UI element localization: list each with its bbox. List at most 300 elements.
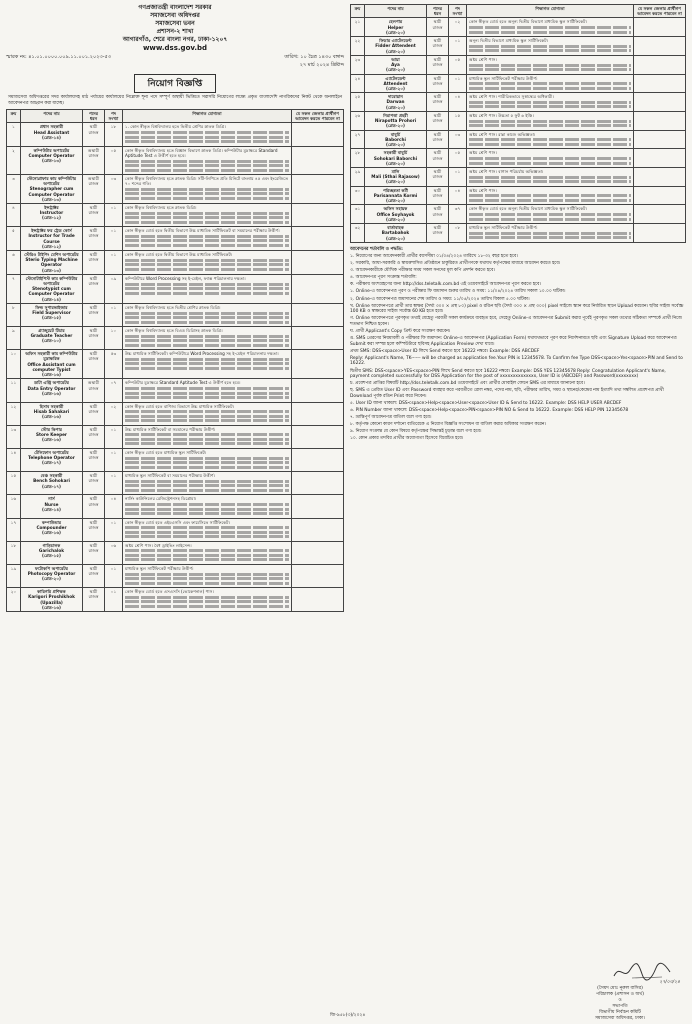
excluded-district-cell [292,518,344,541]
serial-cell [7,274,21,303]
qualification-cell-line: অষ্টম শ্রেণি পাস। শারীরিকভাবে সুস্বাস্থ্যের অধিকারী। [469,94,554,100]
post-name-cell-line: (গ্রেড-২০) [42,576,61,582]
table-row [351,149,686,168]
header-excluded-districts: যে সকল জেলার প্রার্থীগণ আবেদন করতে পারবেন না [634,5,686,18]
memo-number: স্মারক নং: ৪১.০১.০০০০.০০৯.১১.০০১.২০২৩-৫৩ [6,54,112,60]
text-line-filler [125,335,289,338]
post-name-cell-line: স্টেনোগ্রাফার কাম কম্পিউটার অপারেটর [26,176,77,187]
excluded-district-cell [292,564,344,587]
serial-cell-line: ১৫ [10,473,17,479]
post-name-cell [365,149,427,168]
serial-cell [351,186,365,205]
condition-item: ৭. ভ্রান্তিপূর্ণ আবেদনপত্র বাতিল বলে গণ্য হবে। [350,415,432,421]
post-type-cell [83,146,105,174]
text-line-filler [469,124,631,127]
post-count-cell-line: ০৭ [110,380,117,386]
text-line-filler [469,232,631,235]
text-line-filler [125,140,289,143]
text-line-filler [469,45,631,48]
header-qualification: শিক্ষাগত যোগ্যতা [123,110,292,123]
condition-item: দ্বিতীয় SMS: DSS<space>YES<space>PIN লিখে Send করতে হবে 16222 নম্বরে। Example: DSS YES 12345678 Reply: Congratulation Applicant's Name, payment completed successfully for DSS Application for the post of xxxxxxxxxxxxxx, User ID is (ABCDEF) and Password(xxxxxxxx) [350,368,666,380]
qualification-cell-line: কোন স্বীকৃত বিশ্ববিদ্যালয় হতে স্নাতক ডিগ্রি। [125,205,197,211]
serial-cell-line: ২৭ [354,131,361,137]
post-name-cell-line: Fidder Attendent [375,43,416,49]
post-count-cell [449,55,467,74]
post-name-cell-line: অফিস সহায়ক [383,206,408,212]
post-name-cell-line: Sohokari Baborchi [373,155,418,161]
serial-cell [351,55,365,74]
post-name-cell [365,37,427,56]
post-name-cell-line: (গ্রেড-১৬) [42,604,61,610]
qualification-cell-line: কোন স্বীকৃত বোর্ড হতে বাণিজ্য বিভাগে উচ্চ মাধ্যমিক সার্টিফিকেট। [125,403,234,409]
text-line-filler [125,263,289,266]
qualification-cell [467,37,634,56]
qualification-cell [467,224,634,243]
post-type-cell-line: স্থায়ী রাজস্ব [88,304,99,316]
post-count-cell [105,495,123,518]
qualification-cell [123,274,292,303]
excluded-district-cell [292,495,344,518]
post-name-cell-line: Hisab Sahakari [33,408,70,414]
post-type-cell-line: স্থায়ী রাজস্ব [88,589,99,600]
post-name-cell-line: Photocopy Operator [27,571,76,577]
excluded-district-cell [292,541,344,564]
text-line-filler [125,605,289,608]
text-line-filler [469,143,631,146]
qualification-cell [123,303,292,326]
post-name-cell-line: Store Keeper [35,431,67,437]
qualification-cell [123,123,292,146]
text-line-filler [125,526,289,529]
text-line-filler [469,87,631,90]
post-name-cell-line: Stenotypist cum Computer Operator [28,286,75,297]
post-count-cell-line: ০১ [454,75,461,81]
post-count-cell-line: ০৫ [110,147,117,153]
post-count-cell [105,123,123,146]
post-name-cell-line: কম্পাউন্ডার [41,519,62,525]
post-type-cell [83,518,105,541]
serial-cell [7,327,21,350]
header-post: পদের নাম [365,5,427,18]
table-row [7,327,344,350]
post-name-cell-line: Helper [387,24,404,30]
table-row [7,350,344,379]
post-name-cell [21,379,83,402]
text-line-filler [125,131,289,134]
post-name-cell-line: স্টেরিও টাইপিং মেশিন অপারেটর [24,252,79,258]
post-name-cell-line: (গ্রেড-২০) [386,235,405,241]
post-type-cell [83,175,105,204]
post-name-cell-line: Garichalok [38,547,65,553]
condition-item: ২. সরকারি, আধা-সরকারি ও স্বায়ত্তশাসিত প্রতিষ্ঠানে চাকুরিরত প্রার্থীগণকে যথাযথ কর্তৃপক্ষের মাধ্যমে আবেদন করতে হবে। [350,261,561,267]
post-type-cell-line: স্থায়ী রাজস্ব [88,228,99,239]
text-line-filler [125,344,289,347]
post-name-cell-line: Instructor for Trade Course [28,233,75,244]
text-line-filler [125,239,289,242]
post-count-cell [449,224,467,243]
signatory-name: (সৈয়দ মোঃ নূরুল বাসির) [597,986,643,991]
serial-cell-line: ৭ [12,275,15,281]
serial-cell-line: ৩১ [354,206,361,212]
qualification-cell [467,130,634,149]
post-type-cell [83,327,105,350]
post-name-cell-line: ফিল্ড সুপারভাইজার [35,304,68,310]
post-type-cell [427,186,449,205]
post-type-cell [83,204,105,227]
serial-cell [351,205,365,224]
post-name-cell [365,224,427,243]
qualification-cell [123,588,292,612]
post-name-cell-line: (গ্রেড-১৩) [42,158,61,164]
text-line-filler [125,512,289,515]
text-line-filler [469,31,631,34]
post-name-cell-line: Stenographer cum Computer Operator [28,186,75,197]
post-type-cell-line: স্থায়ী রাজস্ব [88,519,99,530]
post-type-cell [427,37,449,56]
serial-cell [7,204,21,227]
post-count-cell [105,303,123,326]
condition-item: ছ. SMS এ প্রেরিত User ID এবং Password ব্যবহার করে পরবর্তীতে রোল নম্বর, পদের নাম, ছবি, পরীক্ষার তারিখ, সময় ও স্থানের/কেন্দ্রের নাম ইত্যাদি তথ্য সম্বলিত প্রবেশপত্র প্রার্থী Download পূর্বক রঙিন Print করে নিবেন। [350,388,664,399]
excluded-district-cell [292,472,344,495]
post-name-cell-line: আয়া [391,56,400,62]
govt-name: গণপ্রজাতন্ত্রী বাংলাদেশ সরকার [138,4,212,11]
post-type-cell-line: স্থায়ী রাজস্ব [88,473,99,484]
post-count-cell [449,37,467,56]
right-table-body [351,18,686,242]
post-count-cell [105,146,123,174]
serial-cell-line: ১ [12,124,15,130]
table-row [351,37,686,56]
post-name-cell-line: (গ্রেড-১৬) [42,437,61,443]
post-count-cell-line: ০১ [110,449,117,455]
post-count-cell [105,402,123,425]
text-line-filler [469,120,631,123]
website: www.dss.gov.bd [142,44,208,52]
text-line-filler [125,367,289,370]
qualification-cell-line: কম্পিউটারে Word Processing সহ ই-মেইল, ফ্যাক্স পরিচালনায় দক্ষতা। [125,275,246,281]
qualification-cell [123,448,292,471]
post-name-cell-line: (গ্রেড-২০) [386,179,405,185]
post-type-cell-line: স্থায়ী রাজস্ব [432,56,443,68]
qualification-cell-line: কোন স্বীকৃত বোর্ড হতে এসএসসি (ভোকেশনাল) পাস। [125,589,214,595]
post-count-cell [105,425,123,448]
post-type-cell-line: স্থায়ী রাজস্ব [432,206,443,217]
excluded-district-cell [634,224,686,243]
department-name: সমাজসেবা অধিদপ্তর [150,12,200,19]
serial-cell [7,350,21,379]
serial-cell-line: ২৫ [354,94,361,100]
table-header-row [7,110,344,123]
post-count-cell-line: ০১ [110,205,117,211]
text-line-filler [125,419,289,422]
post-name-cell-line: দারোয়ান [388,94,403,100]
post-name-cell [21,175,83,204]
post-name-cell [365,55,427,74]
text-line-filler [125,216,289,219]
qualification-cell-line: কোন স্বীকৃত বিশ্ববিদ্যালয় হতে বিজ্ঞান বিভাগে স্নাতক ডিগ্রি। কম্পিউটার মুদ্রাক্ষরে Standard Aptitude Test এ উত্তীর্ণ হতে হবে। [125,147,278,158]
table-row [7,204,344,227]
post-name-cell-line: Attendent [383,80,408,86]
table-row [7,448,344,471]
post-type-cell-line: অস্থায়ী রাজস্ব [87,380,100,391]
text-line-filler [125,457,289,460]
post-name-cell [21,588,83,612]
post-name-cell-line: গ্র্যাজুয়েট টিচার [38,328,65,334]
post-name-cell-line: Data Entry Operator [27,385,76,391]
table-row [351,18,686,37]
qualification-cell [123,541,292,564]
post-count-cell-line: ০৫ [454,150,461,156]
post-name-cell [21,274,83,303]
post-type-cell [427,18,449,37]
qualification-cell [467,93,634,112]
text-line-filler [125,259,289,262]
post-name-cell-line: Sterio Typing Machine Operator [25,257,78,268]
text-line-filler [125,316,289,319]
text-line-filler [125,197,289,200]
post-type-cell [83,251,105,275]
excluded-district-cell [292,327,344,350]
text-line-filler [469,64,631,67]
post-name-cell-line: (গ্রেড-১২) [42,215,61,221]
qualification-cell-line: অষ্টম শ্রেণি পাস। বাগান পরিচর্যায় অভিজ্ঞতা। [469,169,544,175]
post-count-cell-line: ০২ [454,19,461,25]
right-posts-table [350,4,686,243]
text-line-filler [125,582,289,585]
left-column [6,4,344,612]
post-type-cell-line: স্থায়ী রাজস্ব [432,169,443,180]
post-count-cell-line: ০৬ [110,542,117,548]
condition-item: চ. প্রবেশপত্র প্রাপ্তির বিষয়টি http://dss.teletalk.com.bd ওয়েবসাইটে এবং প্রার্থীর মোবাইল ফোনে SMS এর মাধ্যমে জানানো হবে। [350,381,585,387]
post-name-cell-line: (গ্রেড-১৬) [42,413,61,419]
qualification-cell-line: কোন স্বীকৃত বোর্ড হতে মাধ্যমিক স্কুল সার্টিফিকেট। [125,449,207,455]
signature-scribble-icon [612,960,672,982]
qualification-cell [467,55,634,74]
serial-cell-line: ১২ [10,403,17,409]
table-row [7,402,344,425]
post-name-cell-line: ফিডার এ্যাটেনডেন্ট [379,38,412,44]
excluded-district-cell [634,74,686,93]
text-line-filler [125,410,289,413]
post-name-cell [21,350,83,379]
header-serial: ক্রম [351,5,365,18]
post-type-cell-line: স্থায়ী রাজস্ব [432,94,443,105]
qualification-cell-line: অষ্টম শ্রেণি পাস। [469,56,497,62]
text-line-filler [125,312,289,315]
condition-item: খ. Online আবেদনপত্রে প্রার্থী তার স্বাক্ষর (দৈর্ঘ্য ৩০০ × প্রস্থ ৮০) pixel ও রঙিন ছবি (দৈর্ঘ্য ৩০০ × প্রস্থ ৩০০) pixel সাইজে স্ক্যান করে নির্ধারিত স্থানে Upload করবেন। ছবির সাইজ সর্বোচ্চ 100 KB ও স্বাক্ষরের সাইজ সর্বোচ্চ 60 KB হতে হবে। [350,303,684,315]
qualification-cell-line: নার্সিং কাউন্সিলের রেজিস্ট্রেশনসহ ডিপ্লোমা। [125,496,197,502]
qualification-cell-line: মাধ্যমিক স্কুল সার্টিফিকেট পরীক্ষায় উত্তীর্ণ। [125,565,194,571]
post-name-cell-line: (গ্রেড-২০) [386,29,405,35]
post-type-cell-line: স্থায়ী রাজস্ব [88,403,99,414]
serial-cell [7,402,21,425]
text-line-filler [469,180,631,183]
date-block [284,54,344,70]
serial-cell-line: ২৪ [354,75,361,81]
post-name-cell-line: Bench Sohokari [33,478,70,484]
table-row [7,274,344,303]
post-name-cell [21,518,83,541]
table-row [7,175,344,204]
table-row [7,146,344,174]
post-count-cell-line: ০৩ [110,176,117,182]
text-line-filler [125,221,289,224]
text-line-filler [469,157,631,160]
post-count-cell-line: ০১ [454,38,461,44]
excluded-district-cell [292,303,344,326]
post-name-cell-line: ফটোকপি অপারেটর [35,565,68,571]
table-row [351,111,686,130]
text-line-filler [125,358,289,361]
qualification-cell [123,495,292,518]
post-name-cell [365,93,427,112]
post-type-cell-line: অস্থায়ী রাজস্ব [87,147,100,158]
post-name-cell [21,541,83,564]
text-line-filler [469,138,631,141]
text-line-filler [469,176,631,179]
post-count-cell-line: ০১ [110,304,117,310]
post-type-cell-line: অস্থায়ী রাজস্ব [87,176,100,187]
serial-cell [351,37,365,56]
post-count-cell [105,379,123,402]
post-count-cell [449,18,467,37]
post-type-cell-line: স্থায়ী রাজস্ব [88,328,99,339]
header-type: পদের ধরন [427,5,449,18]
table-row [7,251,344,275]
excluded-district-cell [292,227,344,251]
excluded-district-cell [292,425,344,448]
post-type-cell-line: স্থায়ী রাজস্ব [88,565,99,577]
text-line-filler [469,26,631,29]
condition-item: ১. Online-এ আবেদনপত্র পূরণ ও পরীক্ষার ফি জমাদান শুরুর তারিখ ও সময়: ১১/০৪/২০২৪ তারিখ সকাল ১০.০০ ঘটিকা। [350,289,566,295]
qualification-cell-line: কোন স্বীকৃত বোর্ড হতে দ্বিতীয় বিভাগে উচ্চ মাধ্যমিক সার্টিফিকেট। [125,252,233,258]
post-type-cell [83,541,105,564]
serial-cell-line: ১৮ [10,542,17,548]
post-name-cell-line: (গ্রেড-১৪) [42,506,61,512]
post-type-cell-line: স্থায়ী রাজস্ব [432,187,443,198]
post-count-cell-line: ০১ [110,565,117,571]
post-type-cell [83,448,105,471]
excluded-district-cell [292,251,344,275]
qualification-cell-line: মাধ্যমিক স্কুল সার্টিফিকেট পরীক্ষায় উত্তীর্ণ। [469,225,538,231]
qualification-cell-line: অনূন্য দ্বিতীয় বিভাগে মাধ্যমিক স্কুল সার্টিফিকেট। [469,38,549,44]
post-count-cell-line: ০৫ [454,56,461,62]
text-line-filler [125,508,289,511]
post-name-cell-line: Graduate Teacher [30,333,73,339]
date-gregorian: ২৭ মার্চ ২০২৪ খ্রিষ্টাব্দ [299,62,344,68]
serial-cell [351,74,365,93]
serial-cell [7,541,21,564]
post-name-cell-line: (গ্রেড-২০) [386,123,405,129]
qualification-cell [123,425,292,448]
text-line-filler [125,283,289,286]
post-name-cell-line: কম্পিউটার অপারেটর [33,147,70,153]
header-excluded-districts: যে সকল জেলার প্রার্থীগণ আবেদন করতে পারবেন না [292,110,344,123]
qualification-cell-line: কোন স্বীকৃত বিশ্ববিদ্যালয় হতে বিএড ডিগ্রিসহ স্নাতক ডিগ্রি। [125,328,223,334]
post-name-cell-line: Darwan [386,99,405,105]
post-count-cell-line: ০৩ [454,131,461,137]
post-name-cell-line: অফিস সহকারী কাম কম্পিউটার মুদ্রাক্ষরিক [25,351,78,362]
text-line-filler [125,466,289,469]
post-type-cell [83,227,105,251]
post-type-cell [83,303,105,326]
post-type-cell-line: স্থায়ী রাজস্ব [88,351,99,362]
intro-paragraph: সমাজসেবা অধিদপ্তরের সদর কার্যালয়সহ মাঠ পর্যায়ের কার্যালয়ের নিম্নোক্ত শূন্য পদে সম্পূর্ণ অস্থায়ী ভিত্তিতে সরাসরি নিয়োগের লক্ষ্যে প্রকৃত বাংলাদেশি নাগরিকদের নিকট থেকে অনলাইনে আবেদনপত্র আহ্বান করা যাচ্ছে। [8,95,342,106]
serial-cell-line: ২০ [10,589,17,595]
qualification-cell [123,146,292,174]
serial-cell [7,564,21,587]
post-name-cell-line: Office Soyhayok [376,211,415,217]
post-count-cell-line: ০১ [110,228,117,234]
text-line-filler [125,188,289,191]
post-type-cell-line: স্থায়ী রাজস্ব [432,75,443,86]
excluded-district-cell [634,130,686,149]
post-type-cell [427,130,449,149]
serial-cell-line: ১৭ [10,519,17,525]
post-name-cell [21,425,83,448]
qualification-cell [467,186,634,205]
serial-cell [7,123,21,146]
post-name-cell-line: Compounder [36,524,67,530]
qualification-cell-line: কোন স্বীকৃত বোর্ড হতে অনূন্য দ্বিতীয় বিভাগে মাধ্যমিক স্কুল সার্টিফিকেট। [469,19,587,25]
text-line-filler [469,162,631,165]
excluded-district-cell [292,204,344,227]
post-name-cell-line: (গ্রেড-১৬) [42,529,61,535]
post-count-cell [105,175,123,204]
signatory-org: সমাজসেবা অধিদপ্তর, ঢাকা। [595,1016,645,1021]
serial-cell [7,518,21,541]
text-line-filler [469,213,631,216]
qualification-cell-line: অষ্টম শ্রেণি পাস। উচ্চতা ৫ ফুট ৬ ইঞ্চি। [469,112,534,118]
post-count-cell-line: ৩৭ [454,206,461,212]
text-line-filler [469,236,631,239]
table-row [351,224,686,243]
qualification-cell [467,205,634,224]
footer-code: জি-৯৫৮(৩)/২০২৪ [330,1013,366,1018]
condition-item: ৯. নিয়োগ সংক্রান্ত যে কোন বিষয়ে কর্তৃপক্ষের সিদ্ধান্তই চূড়ান্ত বলে গণ্য হবে। [350,429,482,435]
table-row [7,564,344,587]
post-name-cell-line: Aya [391,62,400,68]
excluded-district-cell [292,379,344,402]
notice-title: নিয়োগ বিজ্ঞপ্তি [134,74,216,93]
excluded-district-cell [292,175,344,204]
excluded-district-cell [634,18,686,37]
condition-item: ঙ. SMS প্রেরণের নিয়মাবলী ও পরীক্ষার ফি জমাদান: Online-এ আবেদনপত্র (Application Form) যথাযথভাবে পূরণ করে নির্দেশনামতে ছবি এবং Signature Upload করে আবেদনপত্র Submit করা সম্পন্ন হলে কম্পিউটারে ছবিসহ Application Preview দেখা যাবে। [350,336,677,347]
text-line-filler [469,68,631,71]
serial-cell [7,472,21,495]
post-count-cell-line: ০৪ [454,94,461,100]
serial-cell-line: ১১ [10,380,17,386]
text-line-filler [469,199,631,202]
qualification-cell [123,251,292,275]
table-row [7,379,344,402]
post-name-cell-line: ইন্সট্রাক্টর [44,205,59,211]
serial-cell [7,303,21,326]
post-count-cell-line: ০১ [110,252,117,258]
post-name-cell-line: Baborchi [385,136,406,142]
post-name-cell-line: (গ্রেড-১৩) [42,267,61,273]
post-type-cell [427,149,449,168]
qualification-cell-line: উচ্চ মাধ্যমিক সার্টিফিকেট। কম্পিউটারে Word Processing সহ ই-মেইল পরিচালনায় দক্ষতা। [125,351,279,357]
post-name-cell-line: পরিচ্ছন্নতা কর্মী [383,187,408,193]
post-count-cell [105,204,123,227]
header-type: পদের ধরন [83,110,105,123]
post-name-cell-line: Computer Operator [28,152,75,158]
post-name-cell-line: Parisannata Kormi [373,192,418,198]
qualification-cell [467,18,634,37]
header-count: পদ সংখ্যা [449,5,467,18]
qualification-cell [123,175,292,204]
